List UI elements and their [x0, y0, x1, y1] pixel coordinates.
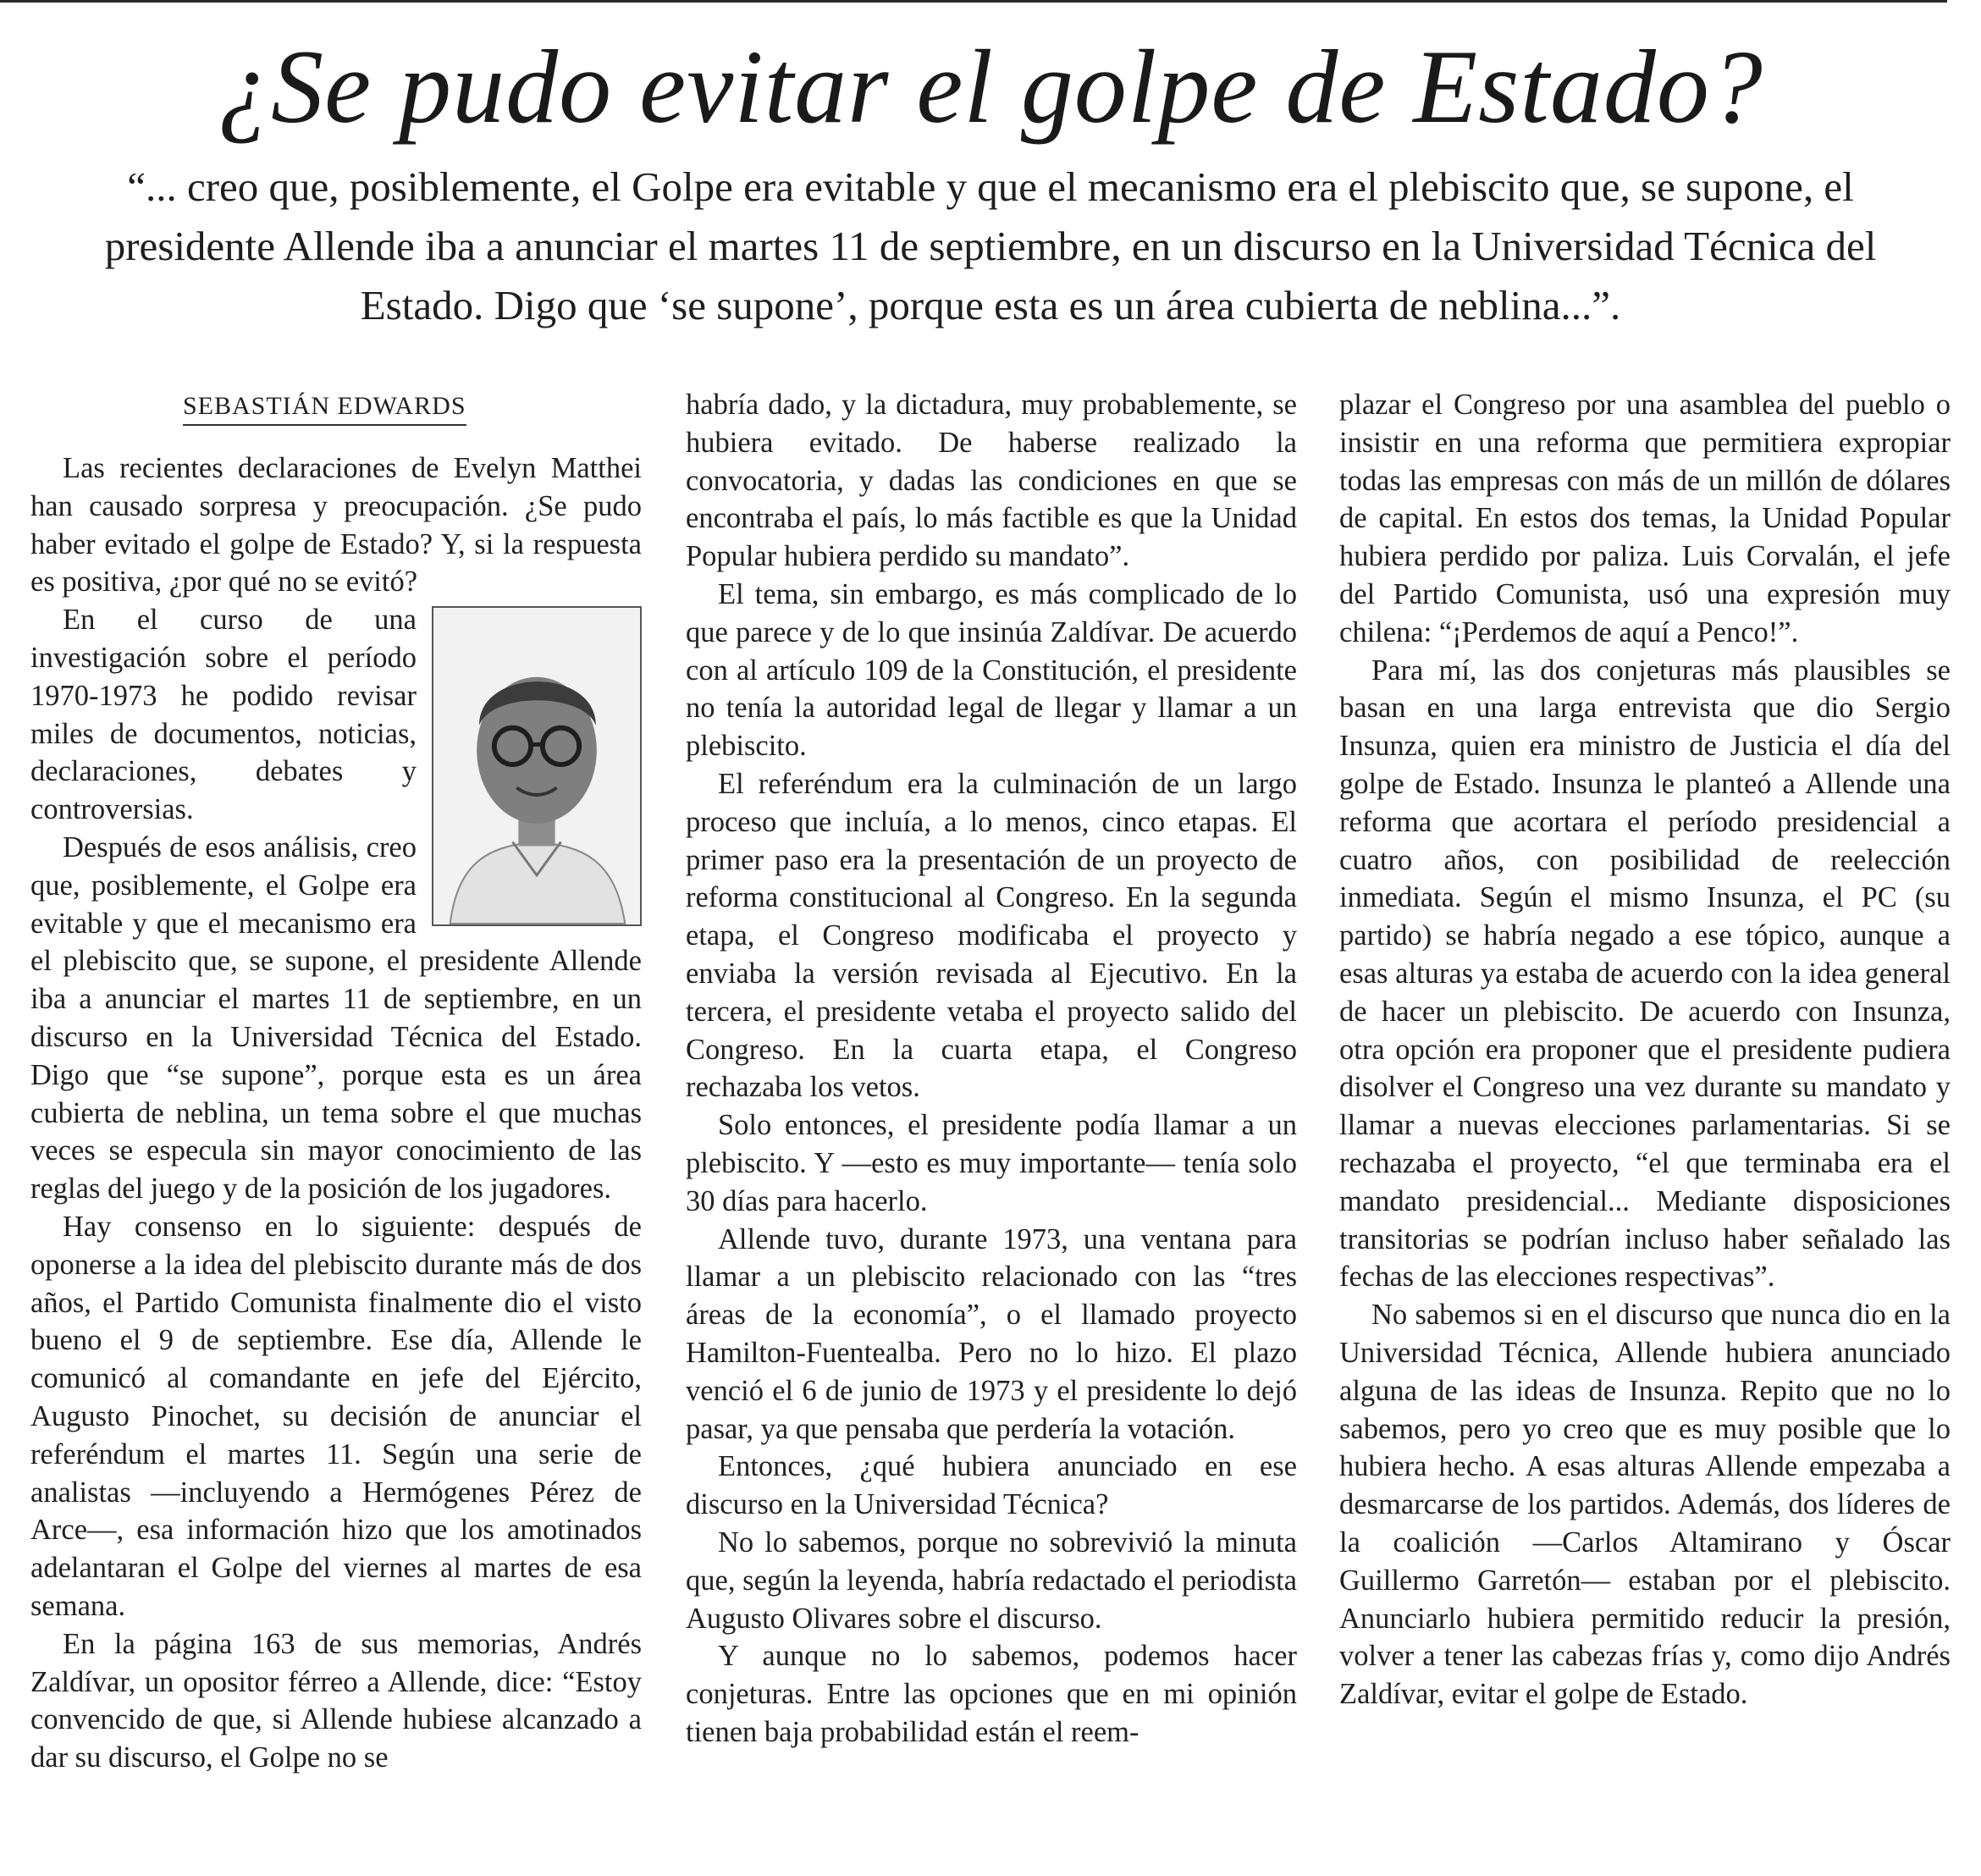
paragraph: Después de esos análisis, creo que, posiblemente, el Golpe era evitable y que el mecanismo era el plebiscito que, se supone, el presidente Allende iba a anunciar el martes 11 de septiembre, en un discurso en la Universidad Técnica del Estado. Digo que “se supone”, porque esta es un área cubierta de neblina, un tema sobre el que muchas veces se especula sin mayor conocimiento de las reglas del juego y de la posición de los jugadores. — [30, 830, 642, 1206]
headline: ¿Se pudo evitar el golpe de Estado? — [218, 29, 1763, 145]
author-portrait-image — [433, 608, 640, 924]
article-column-3 — [1339, 386, 1951, 1713]
author-byline: SEBASTIÁN EDWARDS — [183, 390, 466, 426]
paragraph: Solo entonces, el presidente podía llamar a un plebiscito. Y —esto es muy importante— tenía solo 30 días para hacerlo. — [686, 1109, 1297, 1217]
paragraph: Entonces, ¿qué hubiera anunciado en ese discurso en la Universidad Técnica? — [686, 1450, 1297, 1521]
paragraph: En la página 163 de sus memorias, Andrés Zaldívar, un opositor férreo a Allende, dice: “Estoy convencido de que, si Allende hubiese alcanzado a dar su discurso, el Golpe no se — [30, 1627, 642, 1774]
author-photo — [432, 606, 642, 926]
paragraph: El referéndum era la culminación de un largo proceso que incluía, a lo menos, cinco etapas. El primer paso era la presentación de un proyecto de reforma constitucional al Congreso. En la segunda etapa, el Congreso modificaba el proyecto y enviaba la versión revisada al Ejecutivo. En la tercera, el presidente vetaba el proyecto salido del Congreso. En la cuarta etapa, el Congreso rechazaba los vetos. — [686, 767, 1297, 1104]
paragraph: Hay consenso en lo siguiente: después de oponerse a la idea del plebiscito durante más de dos años, el Partido Comunista finalmente dio el visto bueno el 9 de septiembre. Ese día, Allende le comunicó al comandante en jefe del Ejército, Augusto Pinochet, su decisión de anunciar el referéndum el martes 11. Según una serie de analistas —incluyendo a Hermógenes Pérez de Arce—, esa información hizo que los amotinados adelantaran el Golpe del viernes al martes de esa semana. — [30, 1210, 642, 1622]
paragraph: Las recientes declaraciones de Evelyn Matthei han causado sorpresa y preocupación. ¿Se pudo haber evitado el golpe de Estado? Y, si la respuesta es positiva, ¿por qué no se evitó? — [30, 452, 642, 599]
article-column-2 — [686, 386, 1297, 1752]
paragraph: Y aunque no lo sabemos, podemos hacer conjeturas. Entre las opciones que en mi opinión tienen baja probabilidad están el reem- — [686, 1640, 1297, 1748]
paragraph: No lo sabemos, porque no sobrevivió la minuta que, según la leyenda, habría redactado el periodista Augusto Olivares sobre el discurso. — [686, 1526, 1297, 1635]
top-rule — [0, 0, 1947, 3]
pull-quote-deck: “... creo que, posiblemente, el Golpe era evitable y que el mecanismo era el plebiscito que, se supone, el presidente Allende iba a anunciar el martes 11 de septiembre, en un discurso en la Universidad Técnica del Estado. Digo que ‘se supone’, porque esta es un área cubierta de neblina...”. — [104, 163, 1877, 328]
paragraph: En el curso de una investigación sobre el período 1970-1973 he podido revisar miles de documentos, noticias, declaraciones, debates y controversias. — [30, 604, 417, 826]
article-column-1 — [30, 386, 642, 1777]
paragraph: habría dado, y la dictadura, muy probablemente, se hubiera evitado. De haberse realizado la convocatoria, y dadas las condiciones en que se encontraba el país, lo más factible es que la Unidad Popular hubiera perdido su mandato”. — [686, 389, 1297, 573]
paragraph: plazar el Congreso por una asamblea del pueblo o insistir en una reforma que permitiera expropiar todas las empresas con más de un millón de dólares de capital. En estos dos temas, la Unidad Popular hubiera perdido por paliza. Luis Corvalán, el jefe del Partido Comunista, usó una expresión muy chilena: “¡Perdemos de aquí a Penco!”. — [1339, 389, 1951, 648]
paragraph: Para mí, las dos conjeturas más plausibles se basan en una larga entrevista que dio Sergio Insunza, quien era ministro de Justicia el día del golpe de Estado. Insunza le planteó a Allende una reforma que acortara el período presidencial a cuatro años, con posibilidad de reelección inmediata. Según el mismo Insunza, el PC (su partido) se habría negado a ese tópico, aunque a esas alturas ya estaba de acuerdo con la idea general de hacer un plebiscito. De acuerdo con Insunza, otra opción era proponer que el presidente pudiera disolver el Congreso una vez durante su mandato y llamar a nuevas elecciones parlamentarias. Si se rechazaba el proyecto, “el que terminaba era el mandato presidencial... Mediante disposiciones transitorias se podrían incluso haber señalado las fechas de las elecciones respectivas”. — [1339, 654, 1951, 1294]
paragraph: No sabemos si en el discurso que nunca dio en la Universidad Técnica, Allende hubiera anunciado alguna de las ideas de Insunza. Repito que no lo sabemos, pero yo creo que es muy posible que lo hubiera hecho. A esas alturas Allende empezaba a desmarcarse de los partidos. Además, dos líderes de la coalición —Carlos Altamirano y Óscar Guillermo Garretón— estaban por el plebiscito. Anunciarlo hubiera permitido reducir la presión, volver a tener las cabezas frías y, como dijo Andrés Zaldívar, evitar el golpe de Estado. — [1339, 1299, 1951, 1711]
paragraph: El tema, sin embargo, es más complicado de lo que parece y de lo que insinúa Zaldívar. De acuerdo con al artículo 109 de la Constitución, el presidente no tenía la autoridad legal de llegar y llamar a un plebiscito. — [686, 577, 1297, 763]
paragraph: Allende tuvo, durante 1973, una ventana para llamar a un plebiscito relacionado con las “tres áreas de la economía”, o el llamado proyecto Hamilton-Fuentealba. Pero no lo hizo. El plazo venció el 6 de junio de 1973 y el presidente lo dejó pasar, ya que pensaba que perdería la votación. — [686, 1222, 1297, 1445]
